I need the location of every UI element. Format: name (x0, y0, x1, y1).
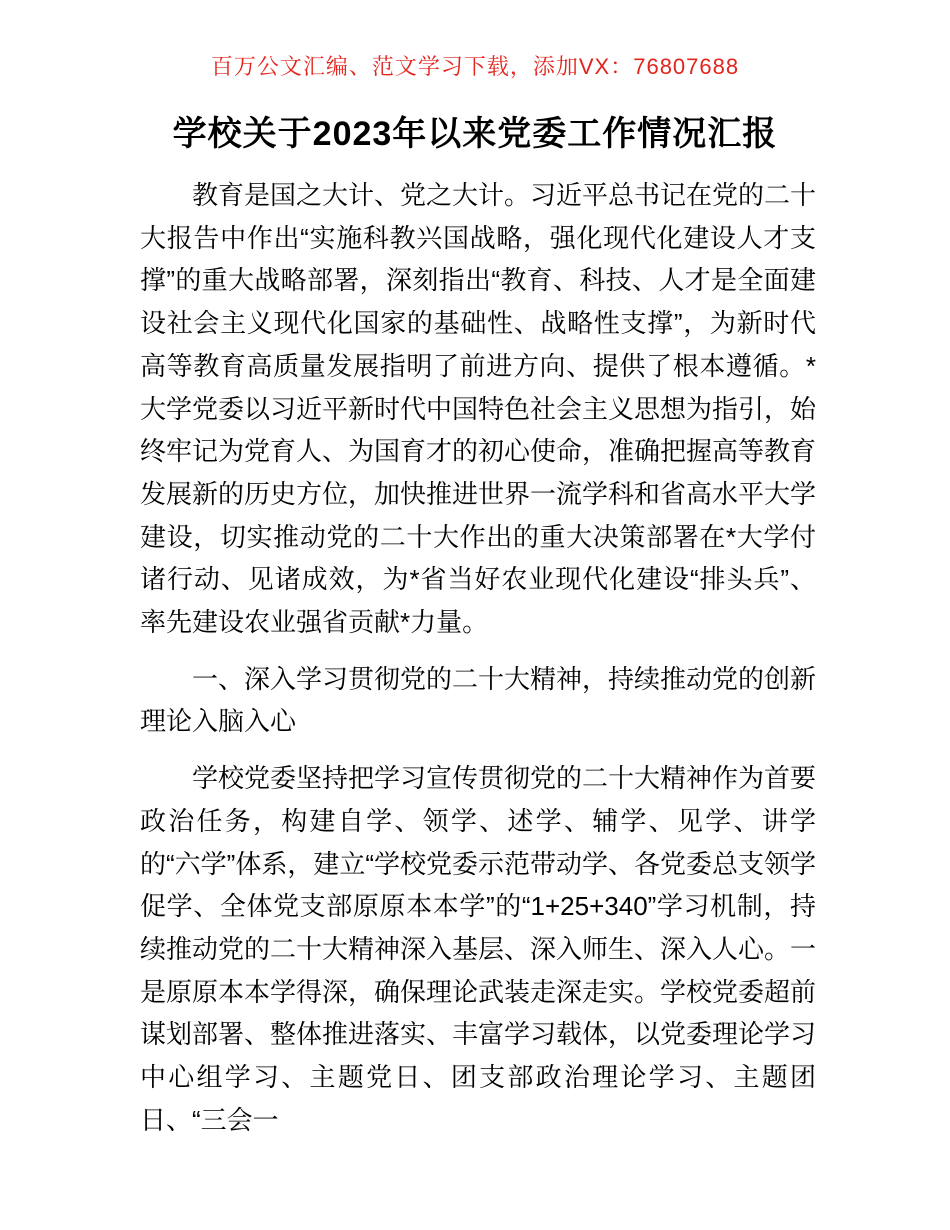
body-paragraph: 学校党委坚持把学习宣传贯彻党的二十大精神作为首要政治任务，构建自学、领学、述学、辅学、见学、讲学的“六学”体系，建立“学校党委示范带动学、各党委总支领学促学、全体党支部原原本本学”的“1+25+340”学习机制，持续推动党的二十大精神深入基层、深入师生、深入人心。一是原原本本学得深，确保理论武装走深走实。学校党委超前谋划部署、整体推进落实、丰富学习载体，以党委理论学习中心组学习、主题党日、团支部政治理论学习、主题团日、“三会一 (140, 763, 817, 1135)
document-title: 学校关于2023年以来党委工作情况汇报 (172, 115, 778, 153)
section-heading: 一、深入学习贯彻党的二十大精神，持续推动党的创新理论入脑入心 (140, 663, 817, 737)
document-body (0, 174, 950, 1141)
body-paragraph: 教育是国之大计、党之大计。习近平总书记在党的二十大报告中作出“实施科教兴国战略，强化现代化建设人才支撑”的重大战略部署，深刻指出“教育、科技、人才是全面建设社会主义现代化国家的基础性、战略性支撑”，为新时代高等教育高质量发展指明了前进方向、提供了根本遵循。*大学党委以习近平新时代中国特色社会主义思想为指引，始终牢记为党育人、为国育才的初心使命，准确把握高等教育发展新的历史方位，加快推进世界一流学科和省高水平大学建设，切实推动党的二十大作出的重大决策部署在*大学付诸行动、见诸成效，为*省当好农业现代化建设“排头兵”、率先建设农业强省贡献*力量。 (140, 180, 817, 638)
promo-banner: 百万公文汇编、范文学习下载，添加VX：76807688 (210, 54, 740, 79)
